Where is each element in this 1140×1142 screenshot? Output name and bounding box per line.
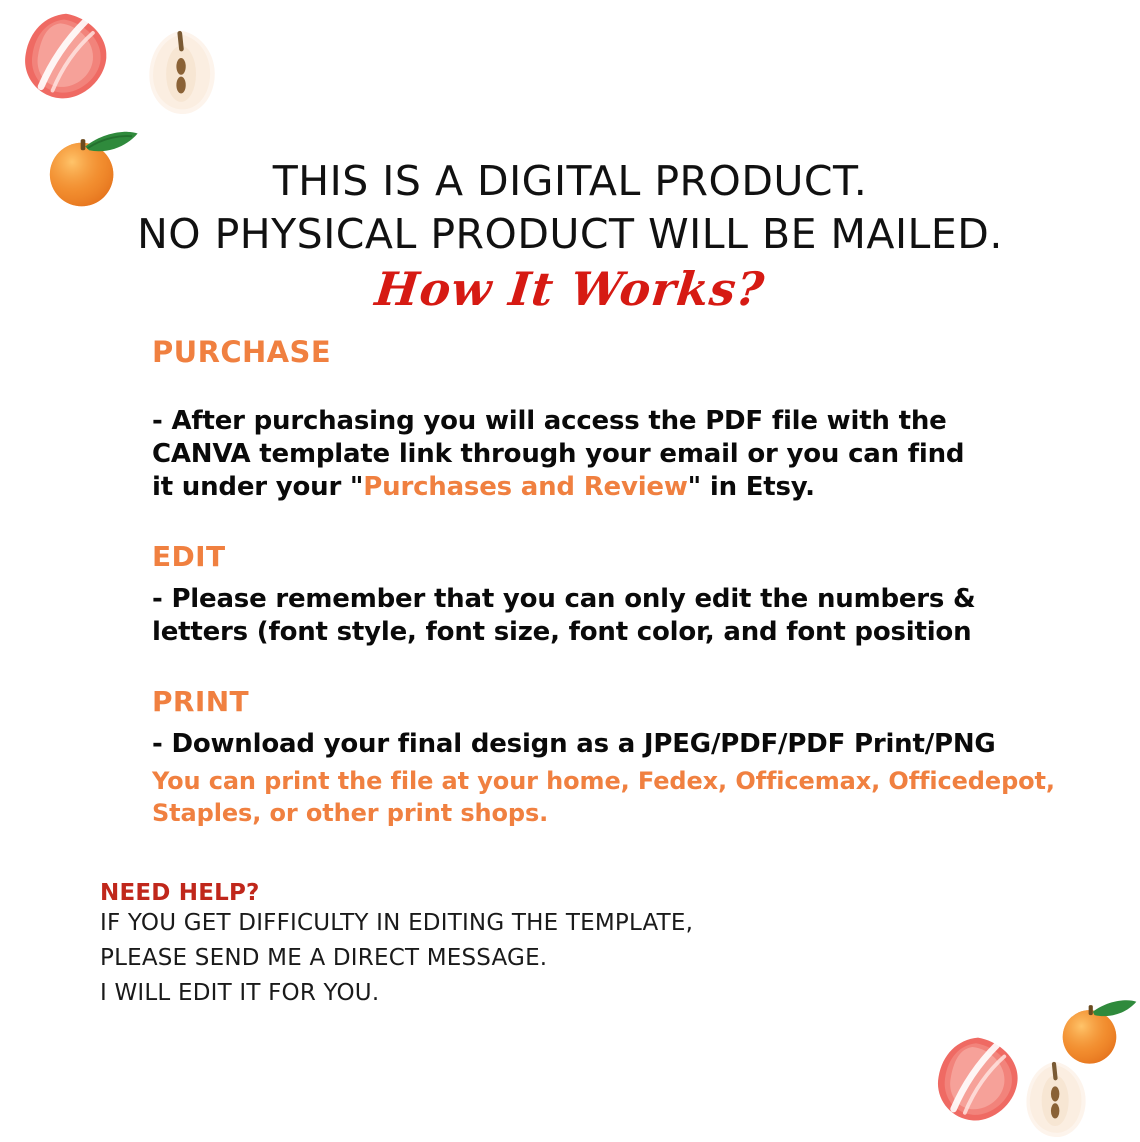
purchase-line-2: CANVA template link through your email or you can find	[152, 439, 965, 469]
purchase-line-3	[152, 471, 1082, 504]
section-heading-edit: EDIT	[152, 540, 226, 573]
print-note-line-1: You can print the file at your home, Fedex, Officemax, Officedepot,	[152, 767, 1055, 795]
print-line-1: - Download your final design as a JPEG/PDF/PDF Print/PNG	[152, 729, 996, 759]
edit-paragraph	[152, 583, 1082, 649]
purchase-line-1: - After purchasing you will access the PDF file with the	[152, 406, 947, 436]
purchase-line-3-post: " in Etsy.	[687, 472, 815, 502]
strawberry-slice-icon	[18, 8, 114, 104]
headline-line-1: THIS IS A DIGITAL PRODUCT.	[272, 157, 868, 205]
purchase-line-3-pre: it under your "	[152, 472, 364, 502]
need-help-line-2: PLEASE SEND ME A DIRECT MESSAGE.	[100, 945, 548, 971]
section-heading-purchase: PURCHASE	[152, 335, 332, 369]
need-help-line-3: I WILL EDIT IT FOR YOU.	[100, 980, 380, 1006]
headline-line-2: NO PHYSICAL PRODUCT WILL BE MAILED.	[137, 210, 1003, 258]
purchases-and-review-link[interactable]: Purchases and Review	[363, 472, 688, 502]
print-paragraph	[152, 728, 1082, 761]
instructions-body	[152, 335, 1082, 829]
section-heading-print: PRINT	[152, 685, 250, 718]
purchase-paragraph	[152, 405, 1082, 504]
need-help-title: NEED HELP?	[100, 880, 260, 906]
how-it-works-title: How It Works?	[372, 262, 768, 316]
orange-fruit-icon	[1046, 992, 1138, 1070]
print-note-line-2: Staples, or other print shops.	[152, 799, 549, 827]
strawberry-slice-icon	[928, 1032, 1028, 1126]
edit-line-1: - Please remember that you can only edit the numbers &	[152, 584, 976, 614]
need-help-line-1: IF YOU GET DIFFICULTY IN EDITING THE TEMPLATE,	[100, 910, 694, 936]
print-note	[152, 765, 1082, 829]
edit-line-2: letters (font style, font size, font color, and font position	[152, 617, 972, 647]
apple-slice-icon	[140, 24, 224, 120]
page-title	[0, 155, 1140, 261]
need-help-block	[100, 880, 1000, 1011]
